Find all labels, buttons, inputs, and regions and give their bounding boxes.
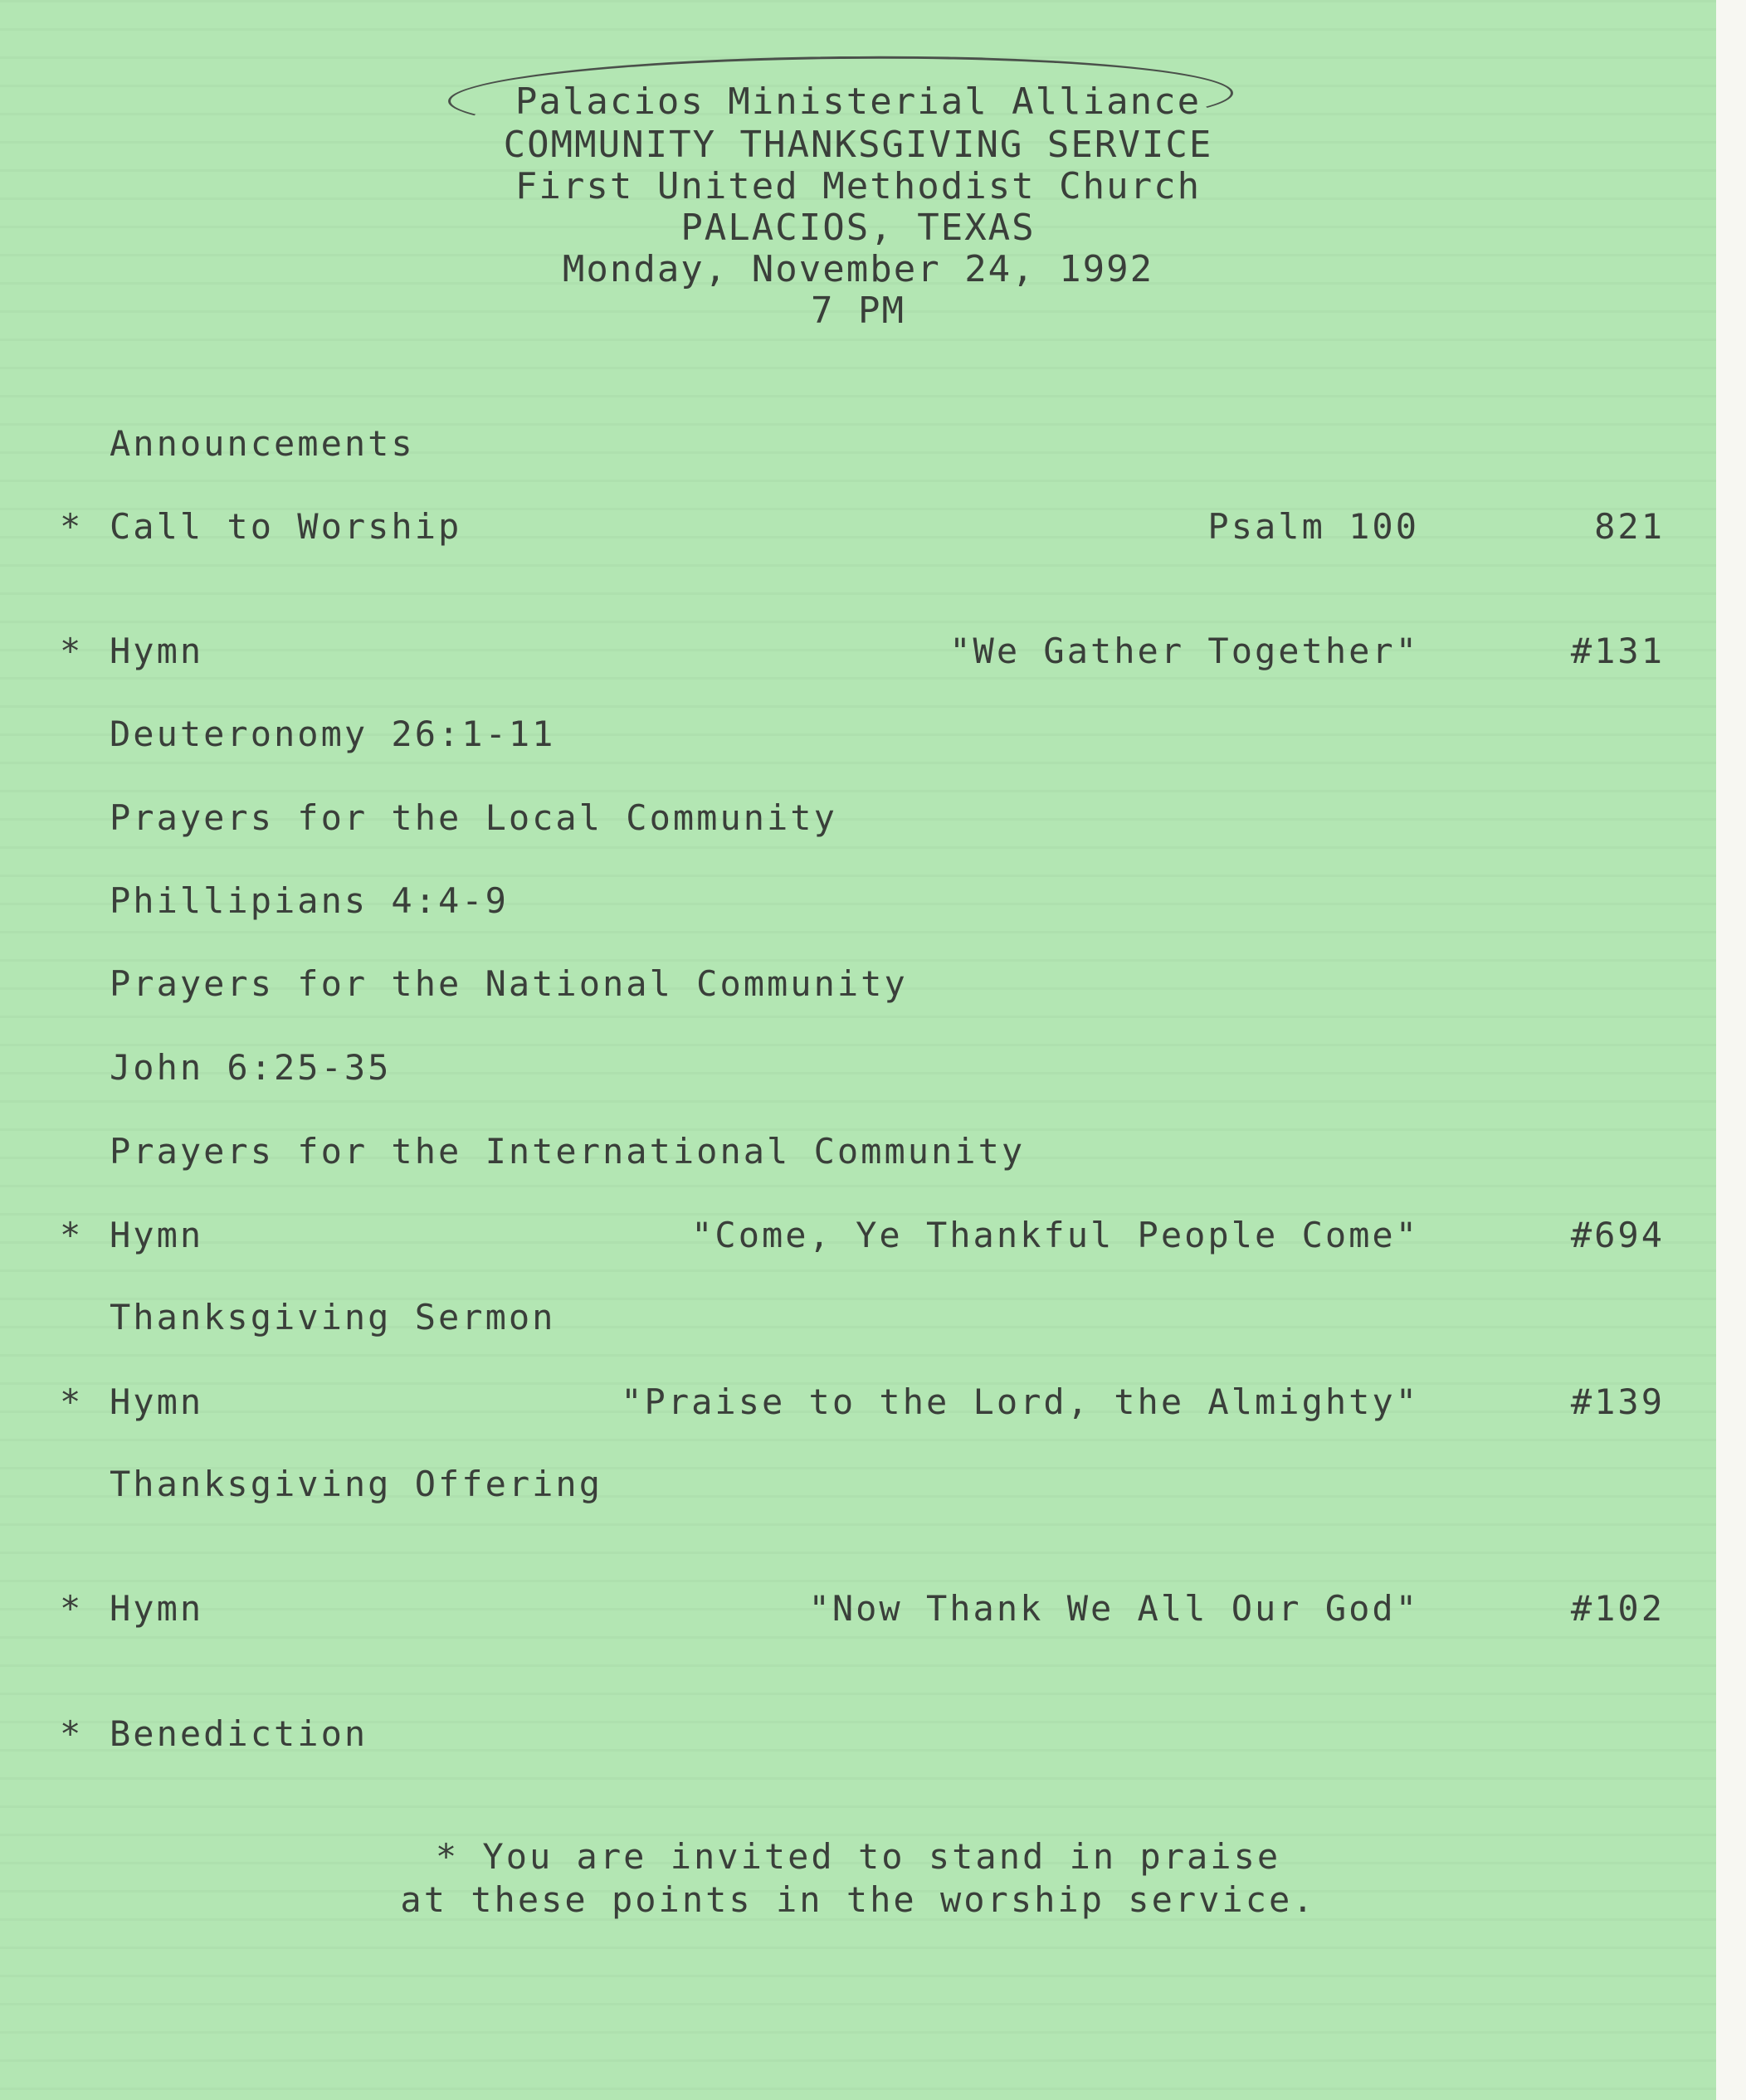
item-label: Hymn [110, 631, 204, 671]
stand-note-line-1: * You are invited to stand in praise [435, 1836, 1281, 1877]
service-title: COMMUNITY THANKSGIVING SERVICE [503, 124, 1213, 166]
alliance-name: Palacios Ministerial Alliance [515, 80, 1202, 123]
item-label: Hymn [110, 1215, 204, 1255]
order-item [0, 1379, 1716, 1425]
order-item [0, 878, 1716, 924]
order-item [0, 795, 1716, 841]
item-label: Call to Worship [110, 506, 462, 547]
venue: First United Methodist Church [515, 165, 1202, 207]
item-number: #694 [1570, 1215, 1665, 1255]
item-label: Thanksgiving Sermon [110, 1297, 556, 1337]
order-item [0, 711, 1716, 758]
item-label: Hymn [110, 1381, 204, 1422]
order-item [0, 504, 1716, 550]
item-label: Deuteronomy 26:1-11 [110, 714, 556, 754]
stand-marker: * [60, 506, 84, 547]
item-reference: "Now Thank We All Our God" [808, 1588, 1419, 1629]
item-number: 821 [1594, 506, 1665, 547]
order-item [0, 1212, 1716, 1259]
order-item [0, 961, 1716, 1007]
stand-marker: * [60, 1588, 84, 1629]
page-edge [1716, 0, 1746, 2100]
item-label: John 6:25-35 [110, 1047, 392, 1088]
item-reference: "Come, Ye Thankful People Come" [691, 1215, 1419, 1255]
item-label: Prayers for the National Community [110, 963, 908, 1004]
stand-marker: * [60, 1381, 84, 1422]
item-label: Thanksgiving Offering [110, 1464, 603, 1504]
order-item [0, 1586, 1716, 1632]
item-label: Phillipians 4:4-9 [110, 880, 509, 921]
order-item [0, 628, 1716, 675]
item-label: Prayers for the International Community [110, 1131, 1026, 1172]
item-number: #102 [1570, 1588, 1665, 1629]
stand-marker: * [60, 631, 84, 671]
item-reference: Psalm 100 [1207, 506, 1419, 547]
item-label: Hymn [110, 1588, 204, 1629]
order-item [0, 1461, 1716, 1508]
stand-note-line-2: at these points in the worship service. [400, 1879, 1316, 1920]
place: PALACIOS, TEXAS [680, 207, 1036, 249]
order-item [0, 1045, 1716, 1091]
item-number: #131 [1570, 631, 1665, 671]
stand-marker: * [60, 1713, 84, 1754]
item-number: #139 [1570, 1381, 1665, 1422]
order-item [0, 1294, 1716, 1341]
stand-marker: * [60, 1215, 84, 1255]
item-label: Announcements [110, 423, 415, 464]
item-label: Benediction [110, 1713, 368, 1754]
item-reference: "We Gather Together" [949, 631, 1419, 671]
order-item [0, 421, 1716, 467]
order-item [0, 1711, 1716, 1757]
order-item [0, 1128, 1716, 1175]
item-reference: "Praise to the Lord, the Almighty" [621, 1381, 1419, 1422]
item-label: Prayers for the Local Community [110, 797, 837, 838]
service-time: 7 PM [811, 290, 905, 332]
service-date: Monday, November 24, 1992 [562, 248, 1154, 290]
